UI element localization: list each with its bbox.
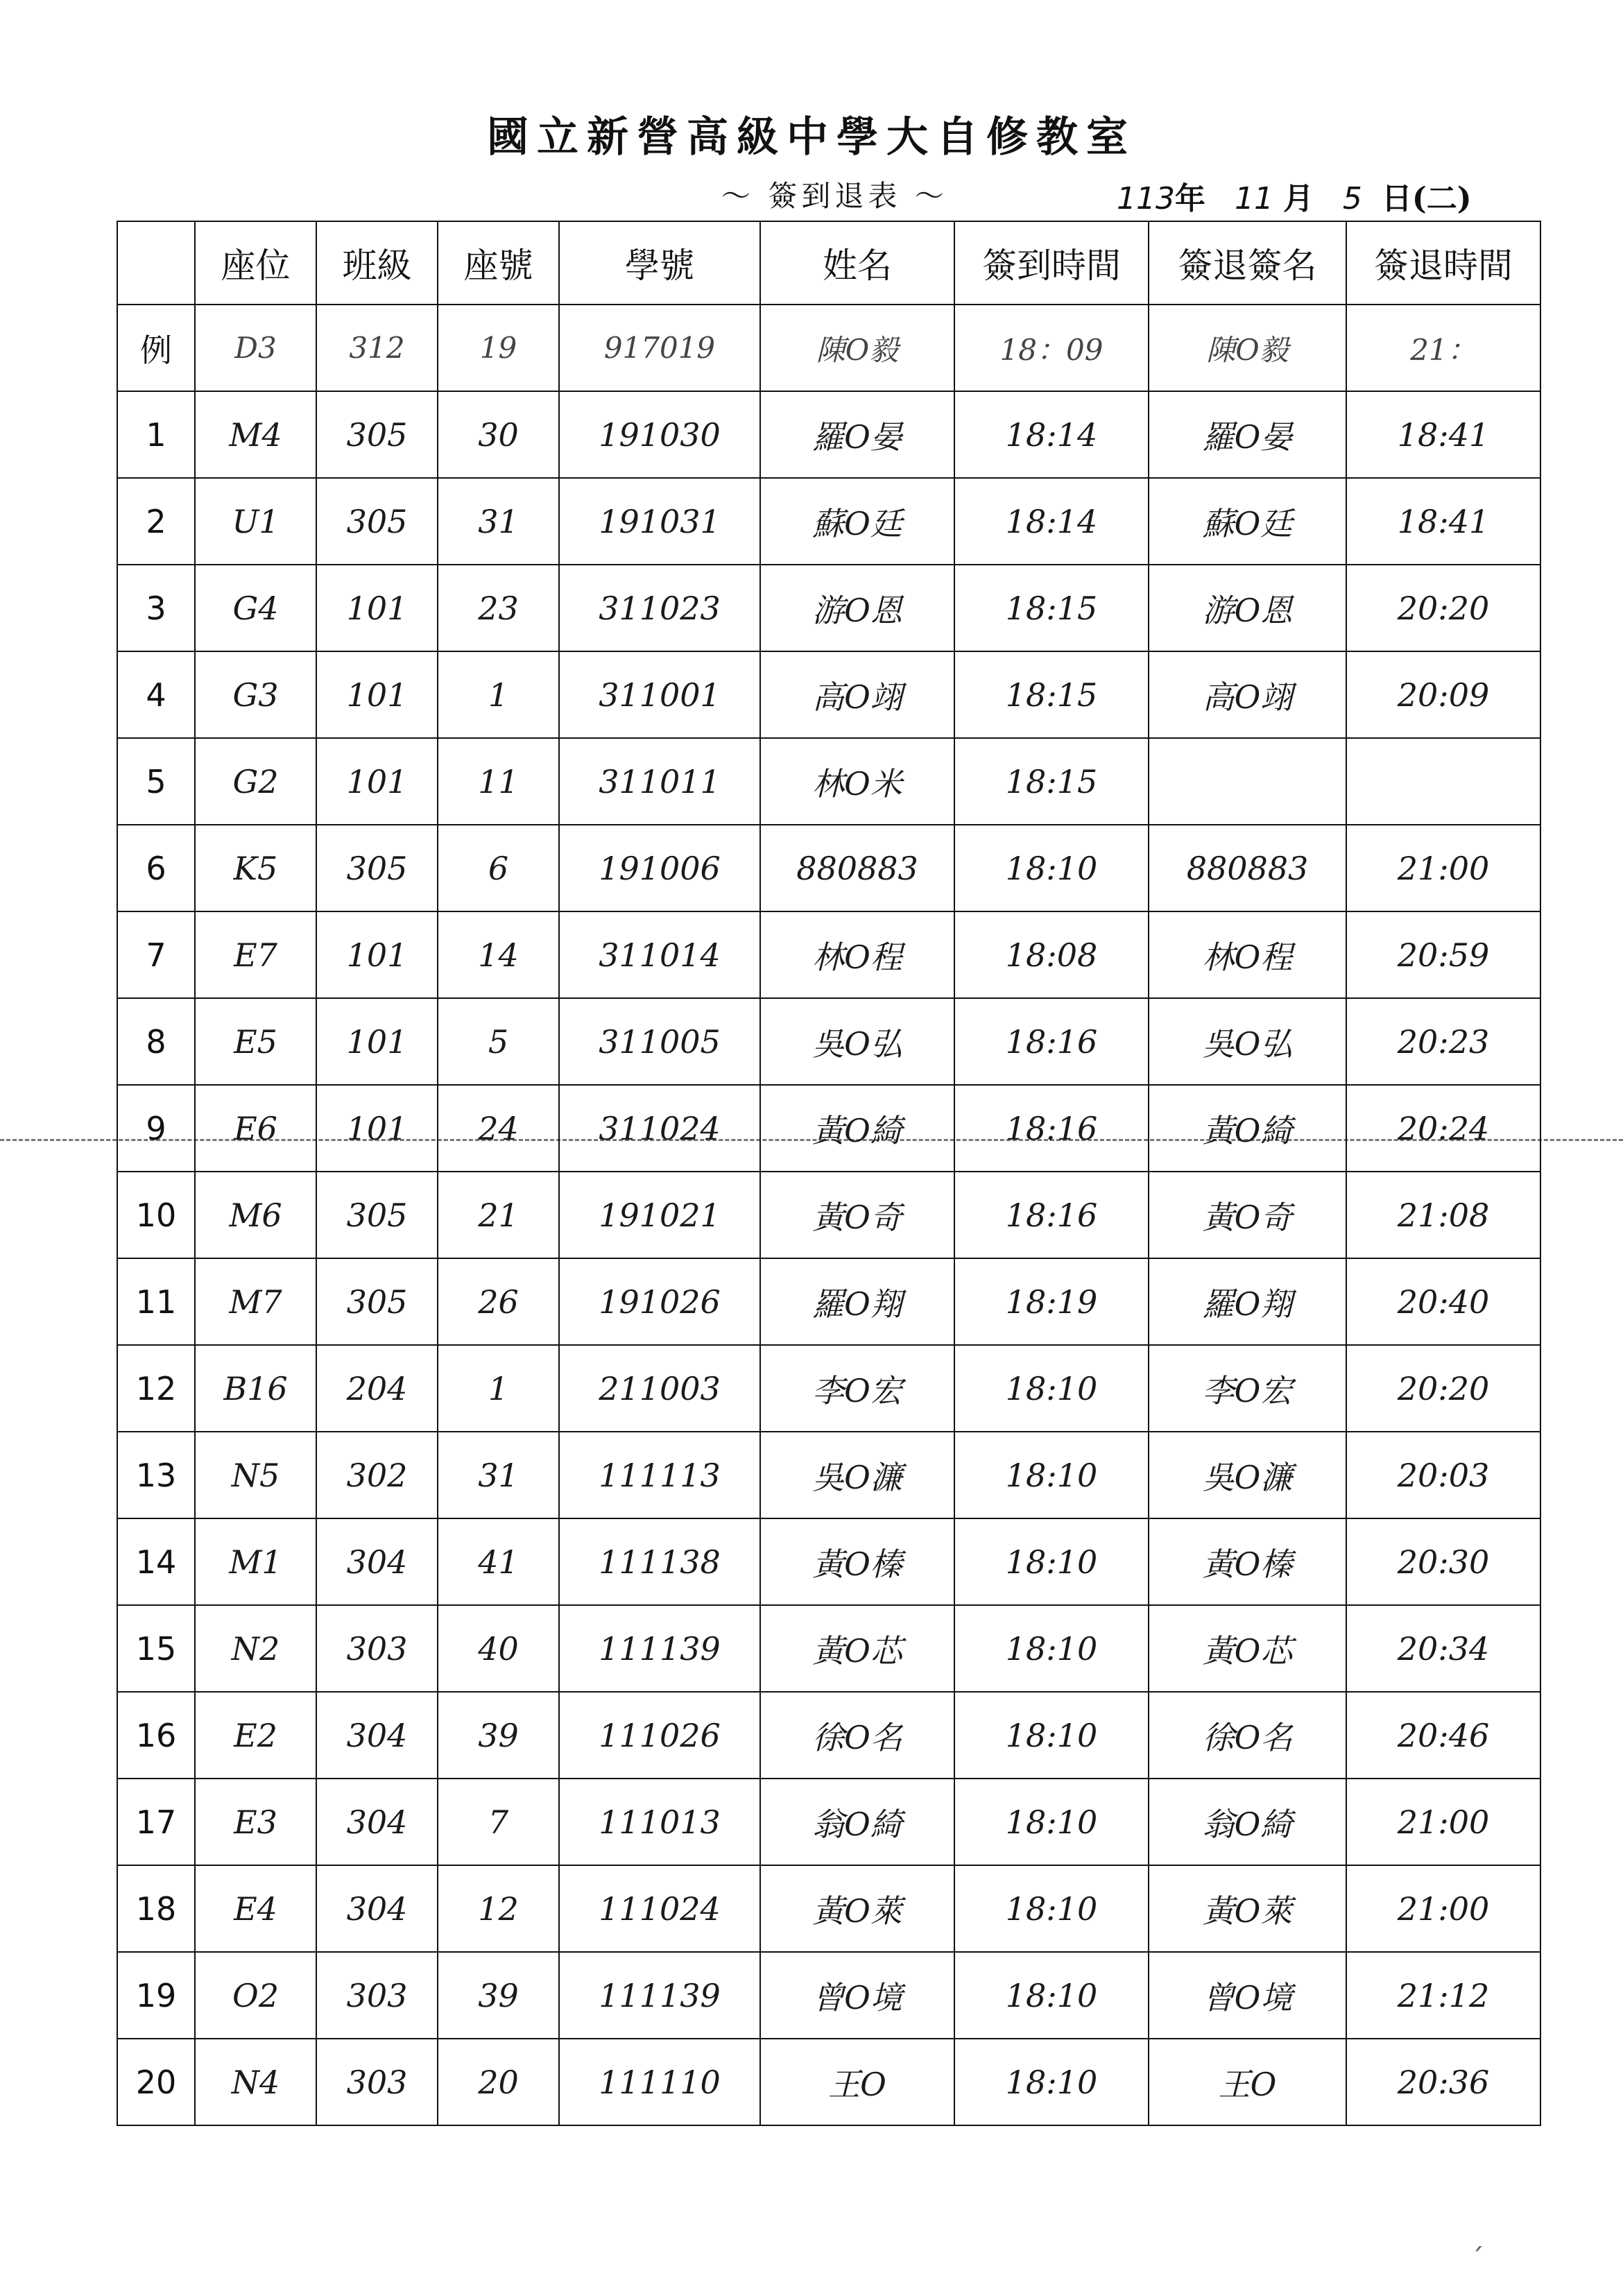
class-cell: 304 — [316, 1779, 438, 1865]
row-number: 18 — [117, 1865, 195, 1952]
table-header-row — [117, 221, 1540, 305]
student-id-cell: 191031 — [559, 478, 760, 565]
sign-out-time-cell: 20:03 — [1346, 1432, 1540, 1518]
seat-cell: M4 — [195, 391, 316, 478]
sign-in-time-cell: 18:14 — [954, 391, 1149, 478]
table-row — [117, 1952, 1540, 2039]
sign-out-time-cell: 21:12 — [1346, 1952, 1540, 2039]
example-seat-no: 19 — [438, 305, 559, 391]
table-row — [117, 1605, 1540, 1692]
sign-out-signature-cell: 曾O境 — [1149, 1952, 1346, 2039]
seat-cell: E2 — [195, 1692, 316, 1779]
name-cell: 黃O奇 — [760, 1172, 954, 1258]
sign-out-signature-cell: 黃O萊 — [1149, 1865, 1346, 1952]
sign-in-time-cell: 18:08 — [954, 911, 1149, 998]
class-cell: 303 — [316, 1605, 438, 1692]
seat-no-cell: 1 — [438, 651, 559, 738]
sign-out-time-cell: 20:34 — [1346, 1605, 1540, 1692]
seat-cell: M1 — [195, 1518, 316, 1605]
student-id-cell: 191030 — [559, 391, 760, 478]
sign-in-time-cell: 18:10 — [954, 1432, 1149, 1518]
sign-out-time-cell: 20:59 — [1346, 911, 1540, 998]
class-cell: 303 — [316, 2039, 438, 2125]
name-cell: 黃O綺 — [760, 1085, 954, 1172]
sign-in-time-cell: 18:10 — [954, 825, 1149, 911]
class-cell: 101 — [316, 651, 438, 738]
class-cell: 305 — [316, 478, 438, 565]
sign-out-time-cell: 20:40 — [1346, 1258, 1540, 1345]
sign-in-time-cell: 18:14 — [954, 478, 1149, 565]
example-student-id: 917019 — [559, 305, 760, 391]
sign-out-time-cell: 20:36 — [1346, 2039, 1540, 2125]
sign-out-time-cell: 20:30 — [1346, 1518, 1540, 1605]
sign-in-time-cell: 18:10 — [954, 1779, 1149, 1865]
table-row — [117, 651, 1540, 738]
class-cell: 304 — [316, 1692, 438, 1779]
row-number: 5 — [117, 738, 195, 825]
sign-out-signature-cell: 黃O奇 — [1149, 1172, 1346, 1258]
example-name: 陳O毅 — [760, 305, 954, 391]
example-row — [117, 305, 1540, 391]
scan-speck: ˏ — [1470, 2220, 1484, 2252]
sign-out-time-cell: 20:20 — [1346, 565, 1540, 651]
row-number: 14 — [117, 1518, 195, 1605]
name-cell: 徐O名 — [760, 1692, 954, 1779]
seat-cell: B16 — [195, 1345, 316, 1432]
sign-out-signature-cell: 王O — [1149, 2039, 1346, 2125]
sign-out-signature-cell: 880883 — [1149, 825, 1346, 911]
col-header-class: 班級 — [316, 221, 438, 305]
col-header-index — [117, 221, 195, 305]
example-label: 例 — [117, 305, 195, 391]
seat-no-cell: 39 — [438, 1952, 559, 2039]
table-row — [117, 1432, 1540, 1518]
student-id-cell: 311023 — [559, 565, 760, 651]
table-row — [117, 391, 1540, 478]
sign-out-time-cell: 20:09 — [1346, 651, 1540, 738]
seat-cell: M6 — [195, 1172, 316, 1258]
student-id-cell: 311001 — [559, 651, 760, 738]
student-id-cell: 311024 — [559, 1085, 760, 1172]
seat-no-cell: 23 — [438, 565, 559, 651]
table-row — [117, 478, 1540, 565]
row-number: 12 — [117, 1345, 195, 1432]
student-id-cell: 191006 — [559, 825, 760, 911]
sign-out-signature-cell: 高O翊 — [1149, 651, 1346, 738]
row-number: 8 — [117, 998, 195, 1085]
sign-in-time-cell: 18:10 — [954, 1345, 1149, 1432]
sign-out-time-cell: 21:08 — [1346, 1172, 1540, 1258]
seat-no-cell: 21 — [438, 1172, 559, 1258]
seat-cell: G2 — [195, 738, 316, 825]
sign-in-table — [117, 221, 1541, 2126]
seat-no-cell: 31 — [438, 478, 559, 565]
class-cell: 305 — [316, 1172, 438, 1258]
class-cell: 101 — [316, 1085, 438, 1172]
year-label: 年 — [1174, 181, 1205, 216]
student-id-cell: 191021 — [559, 1172, 760, 1258]
sign-out-signature-cell: 羅O晏 — [1149, 391, 1346, 478]
class-cell: 101 — [316, 998, 438, 1085]
seat-cell: E7 — [195, 911, 316, 998]
seat-cell: O2 — [195, 1952, 316, 2039]
seat-cell: E6 — [195, 1085, 316, 1172]
example-seat: D3 — [195, 305, 316, 391]
sign-out-time-cell: 20:20 — [1346, 1345, 1540, 1432]
name-cell: 黃O榛 — [760, 1518, 954, 1605]
seat-no-cell: 5 — [438, 998, 559, 1085]
row-number: 13 — [117, 1432, 195, 1518]
student-id-cell: 311011 — [559, 738, 760, 825]
class-cell: 204 — [316, 1345, 438, 1432]
seat-no-cell: 30 — [438, 391, 559, 478]
table-row — [117, 1345, 1540, 1432]
name-cell: 翁O綺 — [760, 1779, 954, 1865]
sign-out-signature-cell: 蘇O廷 — [1149, 478, 1346, 565]
student-id-cell: 211003 — [559, 1345, 760, 1432]
date-line — [1117, 173, 1472, 218]
sign-in-time-cell: 18:10 — [954, 2039, 1149, 2125]
class-cell: 101 — [316, 911, 438, 998]
row-number: 1 — [117, 391, 195, 478]
table-row — [117, 1779, 1540, 1865]
name-cell: 黃O萊 — [760, 1865, 954, 1952]
sign-out-time-cell: 20:24 — [1346, 1085, 1540, 1172]
name-cell: 高O翊 — [760, 651, 954, 738]
class-cell: 302 — [316, 1432, 438, 1518]
name-cell: 游O恩 — [760, 565, 954, 651]
row-number: 4 — [117, 651, 195, 738]
sign-in-time-cell: 18:10 — [954, 1692, 1149, 1779]
row-number: 3 — [117, 565, 195, 651]
sign-out-time-cell — [1346, 738, 1540, 825]
example-sign-in: 18：09 — [954, 305, 1149, 391]
seat-no-cell: 41 — [438, 1518, 559, 1605]
seat-cell: N2 — [195, 1605, 316, 1692]
seat-cell: G4 — [195, 565, 316, 651]
sign-out-signature-cell: 羅O翔 — [1149, 1258, 1346, 1345]
table-row — [117, 825, 1540, 911]
row-number: 7 — [117, 911, 195, 998]
seat-no-cell: 24 — [438, 1085, 559, 1172]
name-cell: 王O — [760, 2039, 954, 2125]
table-row — [117, 1518, 1540, 1605]
student-id-cell: 111110 — [559, 2039, 760, 2125]
sign-out-time-cell: 21:00 — [1346, 825, 1540, 911]
seat-no-cell: 40 — [438, 1605, 559, 1692]
row-number: 2 — [117, 478, 195, 565]
table-row — [117, 1258, 1540, 1345]
sign-out-signature-cell: 徐O名 — [1149, 1692, 1346, 1779]
example-class: 312 — [316, 305, 438, 391]
seat-cell: E3 — [195, 1779, 316, 1865]
col-header-seat: 座位 — [195, 221, 316, 305]
sign-out-signature-cell: 李O宏 — [1149, 1345, 1346, 1432]
table-row — [117, 1172, 1540, 1258]
student-id-cell: 111013 — [559, 1779, 760, 1865]
sign-out-time-cell: 18:41 — [1346, 391, 1540, 478]
name-cell: 黃O芯 — [760, 1605, 954, 1692]
name-cell: 林O程 — [760, 911, 954, 998]
student-id-cell: 111026 — [559, 1692, 760, 1779]
student-id-cell: 111139 — [559, 1952, 760, 2039]
seat-no-cell: 11 — [438, 738, 559, 825]
seat-no-cell: 7 — [438, 1779, 559, 1865]
col-header-sign-in-time: 簽到時間 — [954, 221, 1149, 305]
class-cell: 101 — [316, 565, 438, 651]
name-cell: 880883 — [760, 825, 954, 911]
sign-in-time-cell: 18:10 — [954, 1605, 1149, 1692]
class-cell: 304 — [316, 1518, 438, 1605]
seat-no-cell: 12 — [438, 1865, 559, 1952]
col-header-sign-out-signature: 簽退簽名 — [1149, 221, 1346, 305]
page-title: 國立新營高級中學大自修教室 — [487, 113, 1136, 162]
student-id-cell: 191026 — [559, 1258, 760, 1345]
sign-out-time-cell: 20:23 — [1346, 998, 1540, 1085]
seat-no-cell: 6 — [438, 825, 559, 911]
seat-cell: K5 — [195, 825, 316, 911]
sign-out-time-cell: 21:00 — [1346, 1865, 1540, 1952]
class-cell: 303 — [316, 1952, 438, 2039]
col-header-seat-no: 座號 — [438, 221, 559, 305]
sign-in-time-cell: 18:15 — [954, 738, 1149, 825]
sign-out-signature-cell: 翁O綺 — [1149, 1779, 1346, 1865]
name-cell: 李O宏 — [760, 1345, 954, 1432]
sign-out-signature-cell: 黃O芯 — [1149, 1605, 1346, 1692]
seat-no-cell: 14 — [438, 911, 559, 998]
sign-in-time-cell: 18:16 — [954, 1085, 1149, 1172]
table-row — [117, 2039, 1540, 2125]
seat-cell: E5 — [195, 998, 316, 1085]
sign-in-time-cell: 18:10 — [954, 1952, 1149, 2039]
row-number: 17 — [117, 1779, 195, 1865]
table-row — [117, 911, 1540, 998]
sign-out-signature-cell: 游O恩 — [1149, 565, 1346, 651]
table-row — [117, 738, 1540, 825]
sign-out-time-cell: 21:00 — [1346, 1779, 1540, 1865]
seat-cell: M7 — [195, 1258, 316, 1345]
seat-cell: N5 — [195, 1432, 316, 1518]
day-label: 日 — [1381, 181, 1412, 216]
class-cell: 305 — [316, 825, 438, 911]
row-number: 9 — [117, 1085, 195, 1172]
seat-no-cell: 31 — [438, 1432, 559, 1518]
sign-in-time-cell: 18:16 — [954, 998, 1149, 1085]
sign-out-signature-cell: 林O程 — [1149, 911, 1346, 998]
student-id-cell: 311014 — [559, 911, 760, 998]
row-number: 16 — [117, 1692, 195, 1779]
sign-out-signature-cell: 吳O弘 — [1149, 998, 1346, 1085]
row-number: 20 — [117, 2039, 195, 2125]
name-cell: 林O米 — [760, 738, 954, 825]
example-sign-out-time: 21： — [1346, 305, 1540, 391]
sign-out-signature-cell: 黃O綺 — [1149, 1085, 1346, 1172]
student-id-cell: 111024 — [559, 1865, 760, 1952]
seat-no-cell: 39 — [438, 1692, 559, 1779]
date-year: 113 — [1117, 181, 1175, 216]
row-number: 10 — [117, 1172, 195, 1258]
sheet-subtitle: ～ 簽到退表 ～ — [721, 179, 948, 213]
student-id-cell: 311005 — [559, 998, 760, 1085]
name-cell: 吳O弘 — [760, 998, 954, 1085]
class-cell: 305 — [316, 391, 438, 478]
name-cell: 曾O境 — [760, 1952, 954, 2039]
seat-no-cell: 1 — [438, 1345, 559, 1432]
col-header-sign-out-time: 簽退時間 — [1346, 221, 1540, 305]
sign-out-signature-cell — [1149, 738, 1346, 825]
col-header-name: 姓名 — [760, 221, 954, 305]
name-cell: 吳O濂 — [760, 1432, 954, 1518]
row-number: 19 — [117, 1952, 195, 2039]
sign-out-signature-cell: 吳O濂 — [1149, 1432, 1346, 1518]
sign-out-signature-cell: 黃O榛 — [1149, 1518, 1346, 1605]
sign-out-time-cell: 18:41 — [1346, 478, 1540, 565]
name-cell: 蘇O廷 — [760, 478, 954, 565]
seat-no-cell: 20 — [438, 2039, 559, 2125]
table-row — [117, 1692, 1540, 1779]
sign-in-time-cell: 18:15 — [954, 651, 1149, 738]
table-row — [117, 1865, 1540, 1952]
student-id-cell: 111139 — [559, 1605, 760, 1692]
col-header-student-id: 學號 — [559, 221, 760, 305]
student-id-cell: 111138 — [559, 1518, 760, 1605]
name-cell: 羅O翔 — [760, 1258, 954, 1345]
seat-cell: E4 — [195, 1865, 316, 1952]
table-row — [117, 565, 1540, 651]
table-row — [117, 1085, 1540, 1172]
seat-cell: U1 — [195, 478, 316, 565]
date-day: 5 — [1342, 181, 1362, 216]
weekday: (二) — [1411, 181, 1472, 216]
row-number: 15 — [117, 1605, 195, 1692]
month-label: 月 — [1282, 181, 1314, 216]
row-number: 11 — [117, 1258, 195, 1345]
seat-cell: G3 — [195, 651, 316, 738]
sign-in-time-cell: 18:19 — [954, 1258, 1149, 1345]
seat-no-cell: 26 — [438, 1258, 559, 1345]
date-month: 11 — [1234, 181, 1273, 216]
class-cell: 305 — [316, 1258, 438, 1345]
sign-out-time-cell: 20:46 — [1346, 1692, 1540, 1779]
table-row — [117, 998, 1540, 1085]
example-sign-out-signature: 陳O毅 — [1149, 305, 1346, 391]
sign-in-time-cell: 18:16 — [954, 1172, 1149, 1258]
class-cell: 304 — [316, 1865, 438, 1952]
sign-in-time-cell: 18:15 — [954, 565, 1149, 651]
seat-cell: N4 — [195, 2039, 316, 2125]
student-id-cell: 111113 — [559, 1432, 760, 1518]
sign-in-time-cell: 18:10 — [954, 1518, 1149, 1605]
row-number: 6 — [117, 825, 195, 911]
name-cell: 羅O晏 — [760, 391, 954, 478]
sign-in-time-cell: 18:10 — [954, 1865, 1149, 1952]
class-cell: 101 — [316, 738, 438, 825]
